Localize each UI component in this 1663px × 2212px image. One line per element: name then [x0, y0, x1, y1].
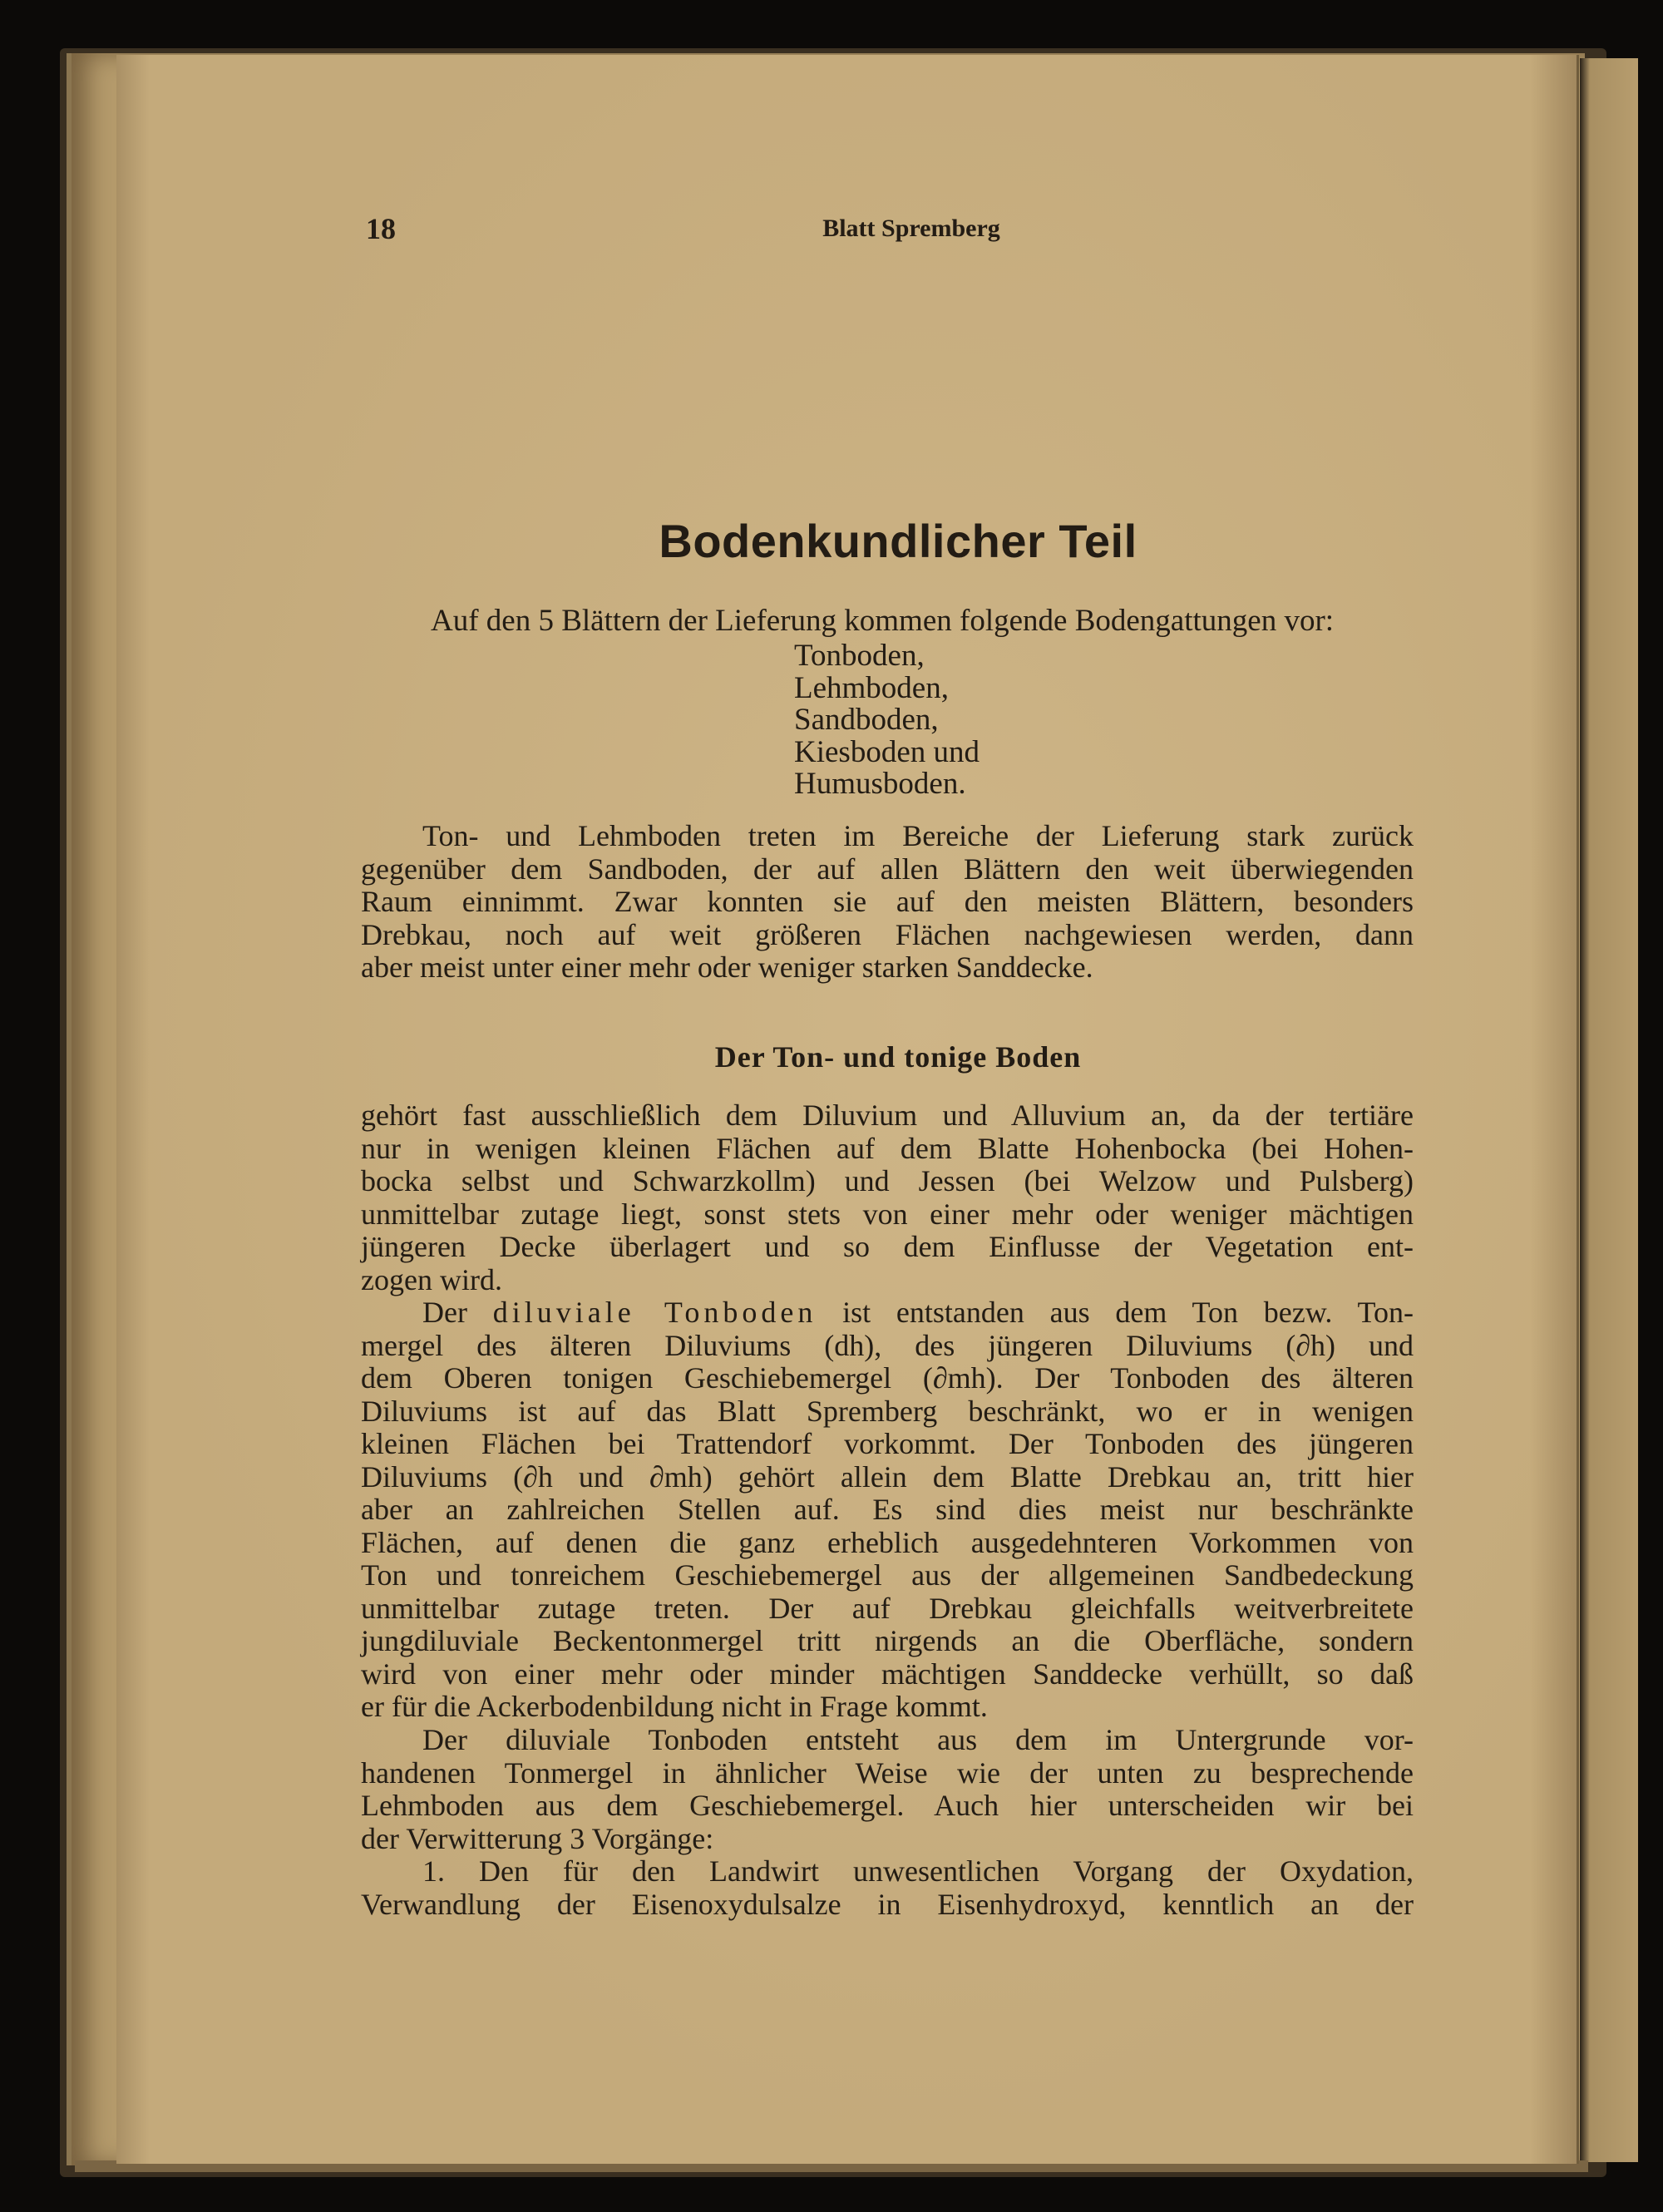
- text-line: mergel des älteren Diluviums (dh), des jüngeren Diluviums (∂h) und: [361, 1328, 1414, 1362]
- text-line: kleinen Flächen bei Trattendorf vorkommt. Der Tonboden des jüngeren: [361, 1427, 1414, 1460]
- page-number: 18: [366, 212, 396, 245]
- list-item: Sandboden,: [794, 703, 939, 737]
- paragraph-diluviale-tonboden: [361, 1296, 1414, 1724]
- text-line: jüngeren Decke überlagert und so dem Einflusse der Vegetation ent-: [361, 1230, 1414, 1263]
- text-line: 1. Den für den Landwirt unwesentlichen Vorgang der Oxydation,: [422, 1854, 1414, 1888]
- text-line: Flächen, auf denen die ganz erheblich ausgedehnteren Vorkommen von: [361, 1525, 1414, 1559]
- list-item: Tonboden,: [794, 639, 925, 673]
- paragraph-oxydation: [361, 1855, 1414, 1921]
- text-line: bocka selbst und Schwarzkollm) und Jessen (bei Welzow und Pulsberg): [361, 1164, 1414, 1197]
- text-line: er für die Ackerbodenbildung nicht in Frage kommt.: [361, 1690, 988, 1723]
- text-line: handenen Tonmergel in ähnlicher Weise wie der unten zu besprechende: [361, 1755, 1414, 1790]
- text-line: Lehmboden aus dem Geschiebemergel. Auch hier unterscheiden wir bei: [361, 1789, 1414, 1822]
- text-line: wird von einer mehr oder minder mächtigen Sanddecke verhüllt, so daß: [361, 1657, 1414, 1691]
- text-line: unmittelbar zutage treten. Der auf Drebkau gleichfalls weitverbreitete: [361, 1591, 1414, 1625]
- next-page-edge: [1580, 58, 1638, 2162]
- text-line: nur in wenigen kleinen Flächen auf dem Blatte Hohenbocka (bei Hohen-: [361, 1131, 1414, 1165]
- text-line: Ton- und Lehmboden treten im Bereiche der Lieferung stark zurück: [422, 819, 1414, 852]
- text-line: [361, 1296, 1414, 1330]
- text-line: Ton und tonreichem Geschiebemergel aus der allgemeinen Sandbedeckung: [361, 1558, 1414, 1592]
- list-item: Humusboden.: [794, 767, 966, 801]
- text-line: aber an zahlreichen Stellen auf. Es sind dies meist nur beschränkte: [361, 1493, 1414, 1526]
- soil-type-list: [794, 640, 980, 801]
- text-line: Verwandlung der Eisenoxydulsalze in Eisenhydroxyd, kenntlich an der: [361, 1887, 1414, 1921]
- text-line: dem Oberen tonigen Geschiebemergel (∂mh). Der Tonboden des älteren: [361, 1361, 1414, 1395]
- text-line: zogen wird.: [361, 1262, 502, 1296]
- intro-line: Auf den 5 Blättern der Lieferung kommen folgende Bodengattungen vor:: [431, 604, 1335, 638]
- text-line: Diluviums ist auf das Blatt Spremberg beschränkt, wo er in wenigen: [361, 1394, 1414, 1428]
- paragraph-verwitterung: [361, 1724, 1414, 1855]
- text-fragment: Der: [422, 1296, 467, 1329]
- text-line: aber meist unter einer mehr oder weniger starken Sanddecke.: [361, 950, 1093, 984]
- text-line: unmittelbar zutage liegt, sonst stets von einer mehr oder weniger mächtigen: [361, 1197, 1414, 1231]
- subheading: Der Ton- und tonige Boden: [714, 1040, 1082, 1074]
- text-line: Diluviums (∂h und ∂mh) gehört allein dem Blatte Drebkau an, tritt hier: [361, 1459, 1414, 1494]
- text-fragment: ist entstanden aus dem Ton bezw. Ton-: [842, 1296, 1414, 1329]
- emphasized-term: diluviale Tonboden: [492, 1296, 817, 1329]
- paragraph-tonboden-intro: [361, 1099, 1414, 1296]
- text-line: gehört fast ausschließlich dem Diluvium und Alluvium an, da der tertiäre: [361, 1099, 1414, 1132]
- text-line: Der diluviale Tonboden entsteht aus dem im Untergrunde vor-: [422, 1723, 1414, 1756]
- paragraph-sanddecke: [361, 820, 1414, 985]
- text-line: gegenüber dem Sandboden, der auf allen Blättern den weit überwiegenden: [361, 852, 1414, 886]
- text-line: jungdiluviale Beckentonmergel tritt nirgends an die Oberfläche, sondern: [361, 1624, 1414, 1657]
- text-line: Raum einnimmt. Zwar konnten sie auf den meisten Blättern, besonders: [361, 885, 1414, 918]
- text-line: Drebkau, noch auf weit größeren Flächen nachgewiesen werden, dann: [361, 917, 1414, 951]
- running-title: Blatt Spremberg: [822, 215, 1000, 242]
- running-header: [366, 211, 1414, 261]
- list-item: Kiesboden und: [794, 734, 980, 769]
- text-line: der Verwitterung 3 Vorgänge:: [361, 1821, 714, 1855]
- section-title: Bodenkundlicher Teil: [659, 515, 1137, 567]
- list-item: Lehmboden,: [794, 670, 949, 705]
